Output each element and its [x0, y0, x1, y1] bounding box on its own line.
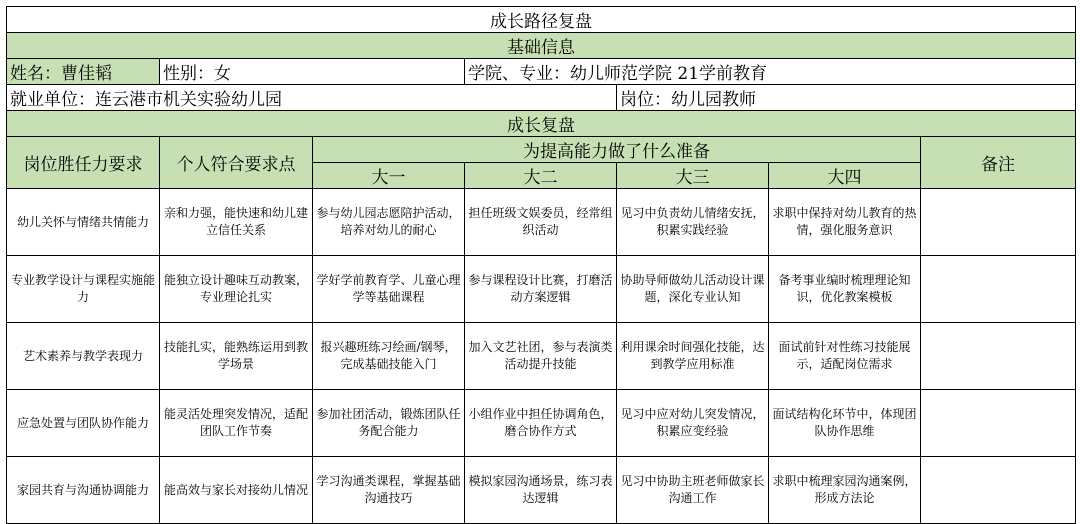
section-basic-info: 基础信息: [7, 33, 1076, 59]
header-requirement: 岗位胜任力要求: [7, 137, 160, 189]
name-cell: 姓名：曹佳韬: [7, 59, 160, 85]
personal-fit-cell: 能独立设计趣味互动教案，专业理论扎实: [160, 256, 313, 323]
year4-cell: 求职中保持对幼儿教育的热情，强化服务意识: [769, 189, 921, 256]
personal-fit-cell: 亲和力强，能快速和幼儿建立信任关系: [160, 189, 313, 256]
header-notes: 备注: [921, 137, 1076, 189]
year2-cell: 模拟家园沟通场景，练习表达逻辑: [465, 457, 617, 524]
gender-cell: 性别：女: [160, 59, 465, 85]
header-personal-fit: 个人符合要求点: [160, 137, 313, 189]
year1-cell: 报兴趣班练习绘画/钢琴，完成基础技能入门: [313, 323, 465, 390]
notes-cell: [921, 457, 1076, 524]
requirement-cell: 幼儿关怀与情绪共情能力: [7, 189, 160, 256]
header-preparation: 为提高能力做了什么准备: [313, 137, 921, 163]
year4-cell: 求职中梳理家园沟通案例，形成方法论: [769, 457, 921, 524]
page-title: 成长路径复盘: [7, 7, 1076, 33]
year3-cell: 见习中应对幼儿突发情况，积累应变经验: [617, 390, 769, 457]
year4-cell: 面试结构化环节中，体现团队协作思维: [769, 390, 921, 457]
requirement-cell: 家园共育与沟通协调能力: [7, 457, 160, 524]
notes-cell: [921, 256, 1076, 323]
header-year3: 大三: [617, 163, 769, 189]
section-growth-review: 成长复盘: [7, 111, 1076, 137]
header-year4: 大四: [769, 163, 921, 189]
growth-review-table: [6, 6, 1076, 524]
requirement-cell: 应急处置与团队协作能力: [7, 390, 160, 457]
table-row: [7, 256, 1076, 323]
year3-cell: 利用课余时间强化技能，达到教学应用标准: [617, 323, 769, 390]
header-year1: 大一: [313, 163, 465, 189]
year2-cell: 参与课程设计比赛，打磨活动方案逻辑: [465, 256, 617, 323]
requirement-cell: 专业教学设计与课程实施能力: [7, 256, 160, 323]
personal-fit-cell: 能灵活处理突发情况，适配团队工作节奏: [160, 390, 313, 457]
college-major-cell: 学院、专业：幼儿师范学院 21学前教育: [465, 59, 1076, 85]
year3-cell: 协助导师做幼儿活动设计课题，深化专业认知: [617, 256, 769, 323]
notes-cell: [921, 189, 1076, 256]
year1-cell: 学习沟通类课程，掌握基础沟通技巧: [313, 457, 465, 524]
header-year2: 大二: [465, 163, 617, 189]
year1-cell: 参加社团活动，锻炼团队任务配合能力: [313, 390, 465, 457]
position-cell: 岗位：幼儿园教师: [617, 85, 1076, 111]
year3-cell: 见习中负责幼儿情绪安抚，积累实践经验: [617, 189, 769, 256]
personal-fit-cell: 能高效与家长对接幼儿情况: [160, 457, 313, 524]
personal-fit-cell: 技能扎实，能熟练运用到教学场景: [160, 323, 313, 390]
notes-cell: [921, 390, 1076, 457]
year2-cell: 担任班级文娱委员，经常组织活动: [465, 189, 617, 256]
table-row: [7, 323, 1076, 390]
table-row: [7, 390, 1076, 457]
notes-cell: [921, 323, 1076, 390]
employer-cell: 就业单位：连云港市机关实验幼儿园: [7, 85, 617, 111]
year4-cell: 备考事业编时梳理理论知识，优化教案模板: [769, 256, 921, 323]
year2-cell: 小组作业中担任协调角色，磨合协作方式: [465, 390, 617, 457]
year4-cell: 面试前针对性练习技能展示，适配岗位需求: [769, 323, 921, 390]
year1-cell: 参与幼儿园志愿陪护活动，培养对幼儿的耐心: [313, 189, 465, 256]
year3-cell: 见习中协助主班老师做家长沟通工作: [617, 457, 769, 524]
table-row: [7, 457, 1076, 524]
requirement-cell: 艺术素养与教学表现力: [7, 323, 160, 390]
year1-cell: 学好学前教育学、儿童心理学等基础课程: [313, 256, 465, 323]
table-row: [7, 189, 1076, 256]
year2-cell: 加入文艺社团，参与表演类活动提升技能: [465, 323, 617, 390]
